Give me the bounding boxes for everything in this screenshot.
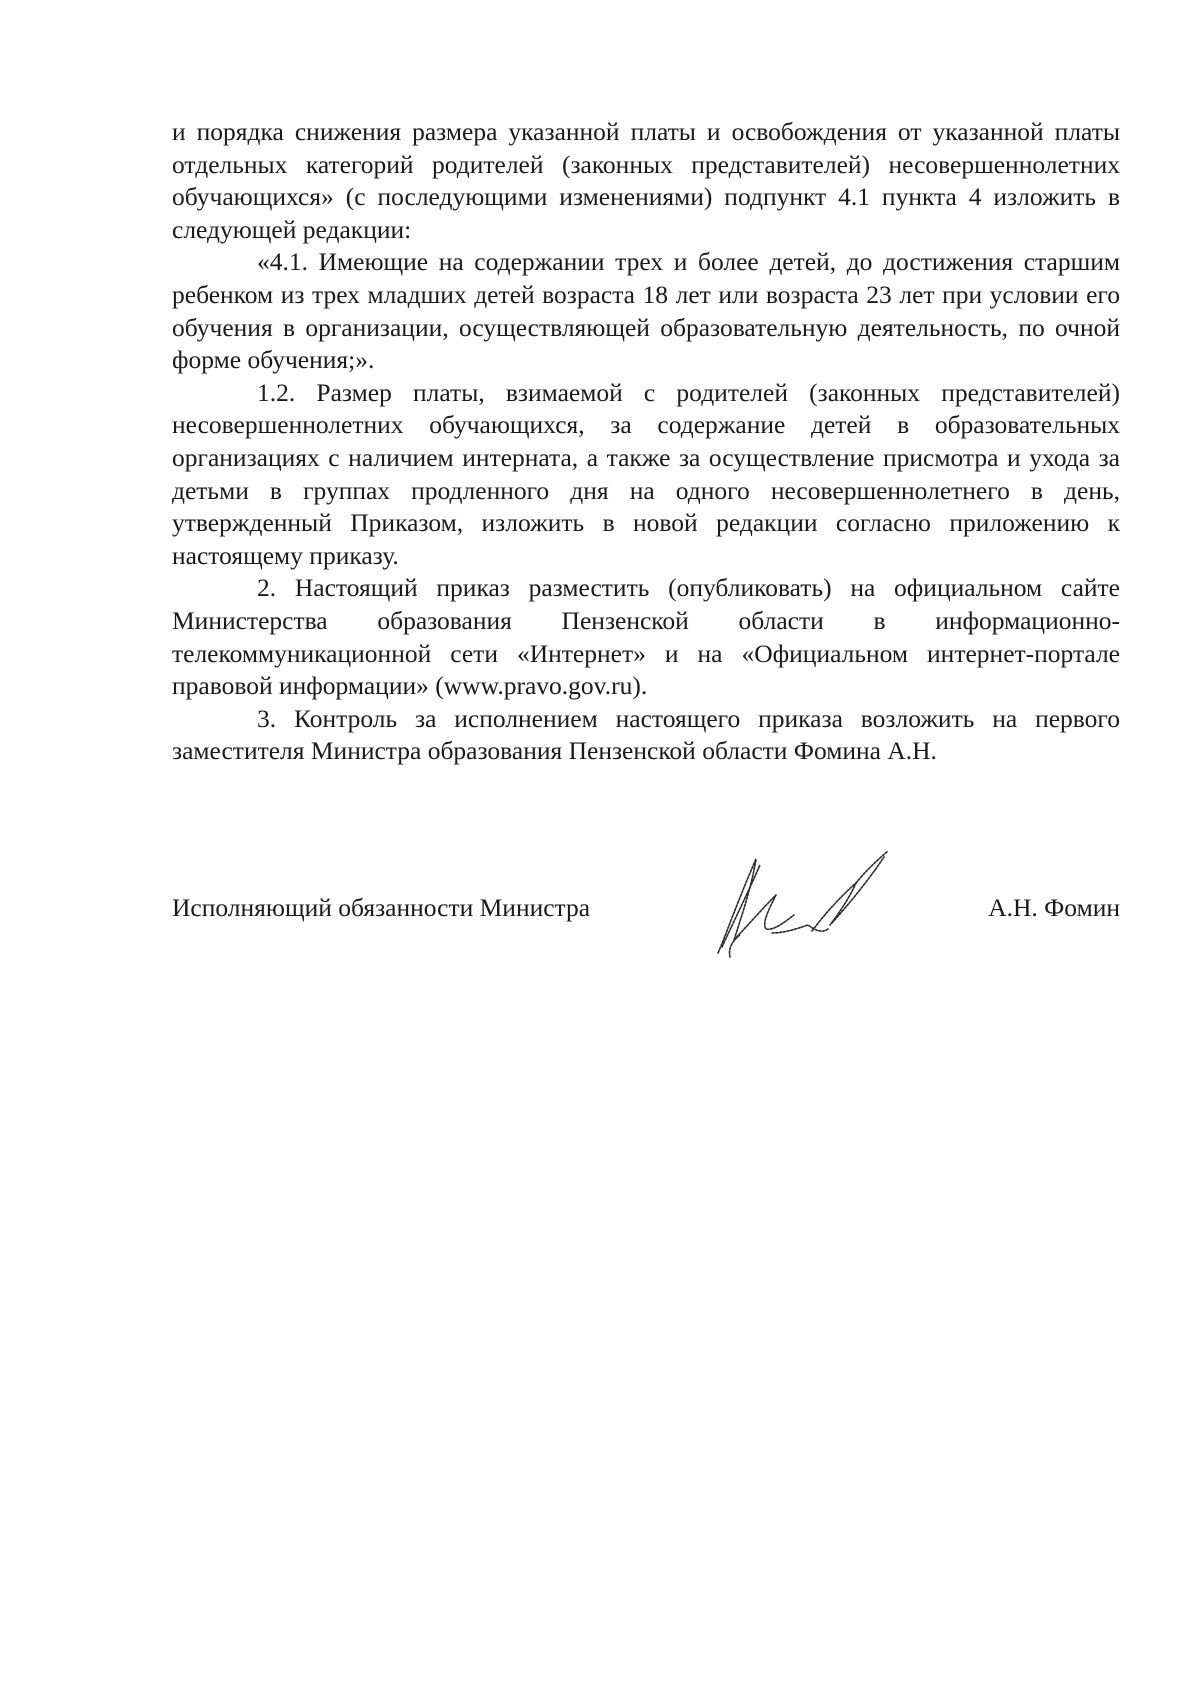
paragraph-continuation: и порядка снижения размера указанной платы и освобождения от указанной платы отдельных категорий родителей (законных представителей) несовершеннолетних обучающихся» (с последующими изменениями) подпункт 4.1 пункта 4 изложить в следующей редакции: <box>172 117 1120 244</box>
signer-name: А.Н. Фомин <box>988 893 1120 922</box>
paragraph-2: 2. Настоящий приказ разместить (опубликовать) на официальном сайте Министерства образования Пензенской области в информационно-телекоммуникационной сети «Интернет» и на «Официальном интернет-портале правовой информации» (www.pravo.gov.ru). <box>172 573 1120 701</box>
handwritten-signature <box>712 845 902 960</box>
paragraph-subpoint-4-1: «4.1. Имеющие на содержании трех и более детей, до достижения старшим ребенком из трех младших детей возраста 18 лет или возраста 23 лет при условии его обучения в организации, осуществляющей образовательную деятельность, по очной форме обучения;». <box>172 247 1120 375</box>
document-body <box>172 116 1120 768</box>
paragraph-3: 3. Контроль за исполнением настоящего приказа возложить на первого заместителя Министра образования Пензенской области Фомина А.Н. <box>172 703 1120 766</box>
signer-position: Исполняющий обязанности Министра <box>172 893 591 922</box>
paragraph-1-2: 1.2. Размер платы, взимаемой с родителей (законных представителей) несовершеннолетних обучающихся, за содержание детей в образовательных организациях с наличием интерната, а также за осуществление присмотра и ухода за детьми в группах продленного дня на одного несовершеннолетнего в день, утвержденный Приказом, изложить в новой редакции согласно приложению к настоящему приказу. <box>172 377 1120 570</box>
